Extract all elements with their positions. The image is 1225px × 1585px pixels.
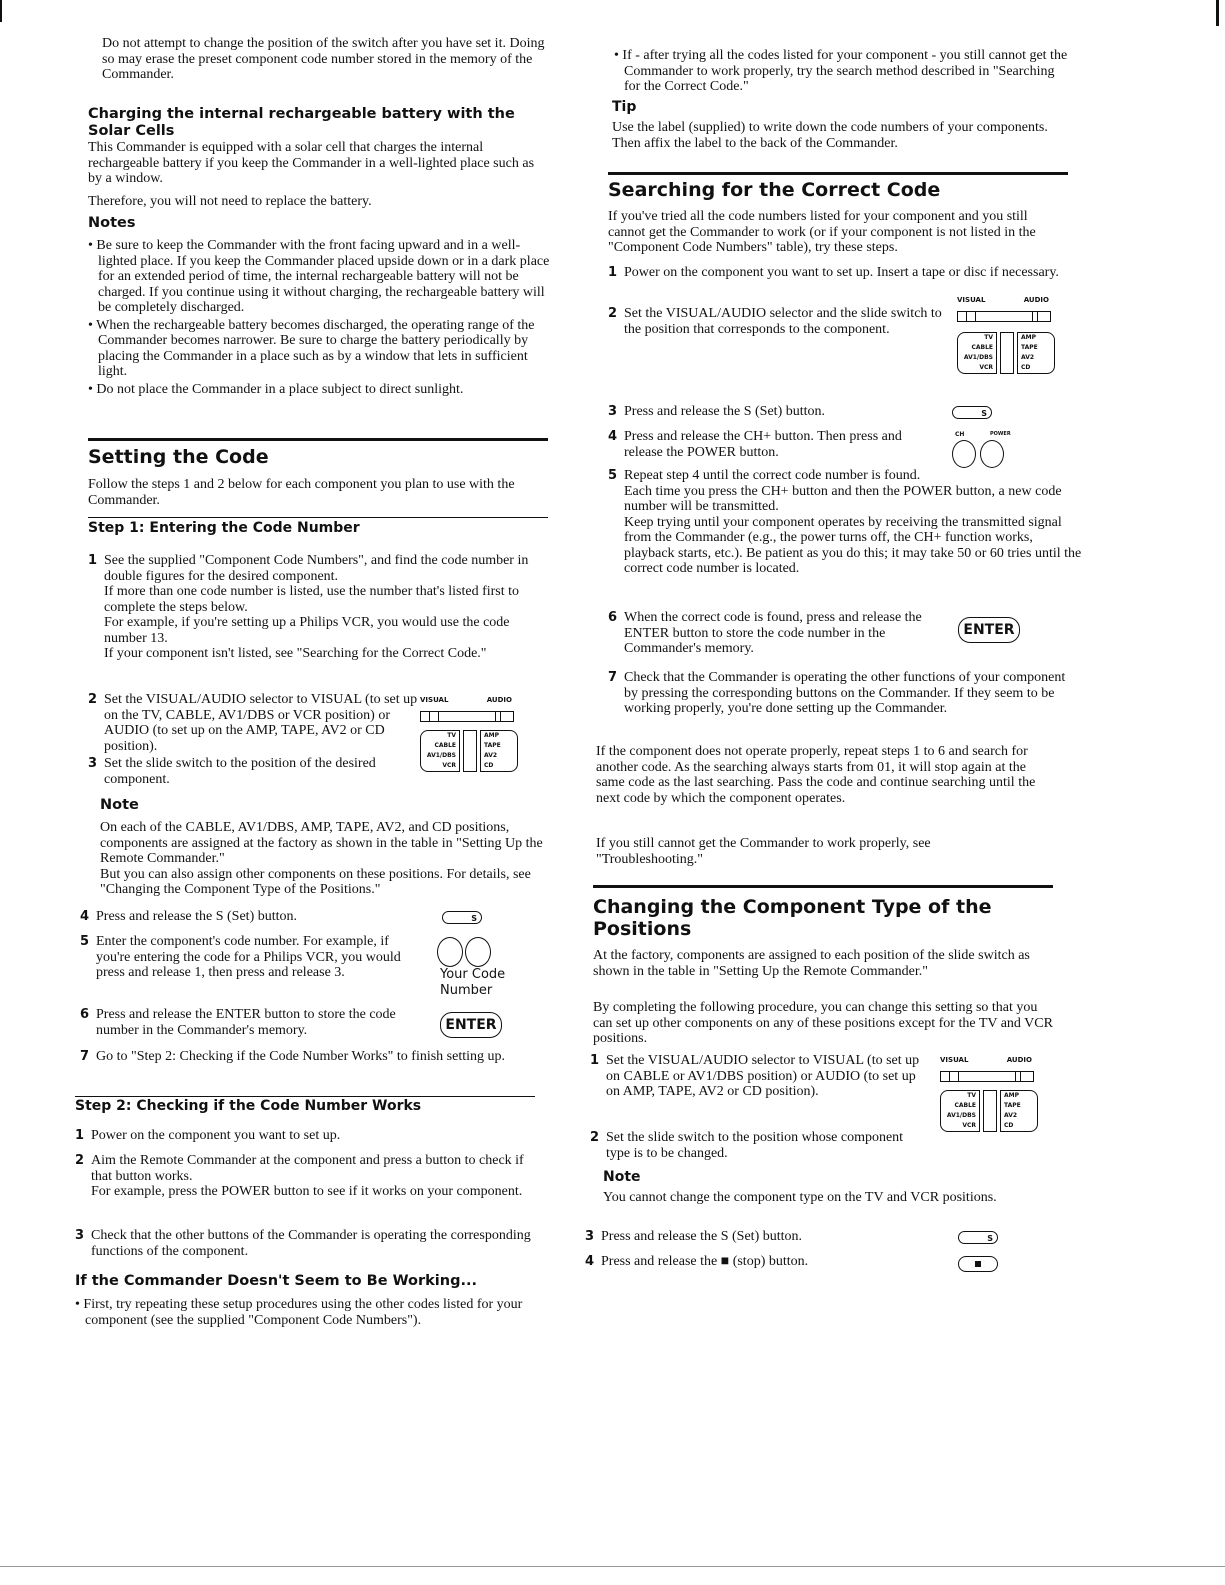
search-para-2: If you still cannot get the Commander to work properly, see "Troubleshooting." bbox=[596, 836, 931, 867]
step-text: Press and release the ENTER button to store the code number in the Commander's memory. bbox=[96, 1007, 396, 1038]
change-para-2: By completing the following procedure, you can change this setting so that you can set up other components on any of these positions except for the TV and VCR positions. bbox=[593, 1000, 1053, 1046]
audio-label: AUDIO bbox=[486, 696, 512, 704]
step-text: Aim the Remote Commander at the component and press a button to check if that button works. For example, press the POWER button to see if it works on your component. bbox=[91, 1153, 524, 1199]
step-number: 3 bbox=[75, 1228, 85, 1243]
enter-button-icon: ENTER bbox=[440, 1012, 502, 1038]
step-number: 7 bbox=[608, 670, 618, 685]
step-text: Set the slide switch to the position of the desired component. bbox=[104, 756, 376, 787]
note-heading: Note bbox=[100, 797, 139, 813]
step-number: 4 bbox=[80, 909, 90, 924]
step-number: 1 bbox=[608, 265, 618, 280]
selector-diagram bbox=[420, 693, 520, 772]
note-text: On each of the CABLE, AV1/DBS, AMP, TAPE, AV2, and CD positions, components are assigned at the factory as shown in the table in "Setting Up the Remote Commander." But you can also assign other components on these positions. For details, see "Changing the Component Type of the Positions." bbox=[100, 820, 543, 897]
right-positions: AMP TAPE AV2 CD bbox=[480, 730, 518, 772]
step-number: 3 bbox=[88, 756, 98, 771]
power-button-icon bbox=[980, 440, 1004, 468]
step-text: Repeat step 4 until the correct code number is found. Each time you press the CH+ button and then the POWER button, a new code number will be transmitted. Keep trying until your component operates by receiving the transmitted signal from the Commander (e.g., the power turns off, the CH+ function works, playback starts, etc.). Be patient as you do this; it may take 50 or 60 tries until the correct code number is located. bbox=[624, 468, 1082, 576]
not-working-heading: If the Commander Doesn't Seem to Be Working... bbox=[75, 1273, 478, 1289]
your-code-label: Your Code Number bbox=[440, 967, 506, 998]
visual-audio-selector bbox=[420, 711, 514, 722]
rule bbox=[88, 517, 548, 518]
step2-heading: Step 2: Checking if the Code Number Works bbox=[75, 1098, 422, 1114]
power-label: POWER bbox=[990, 431, 1011, 437]
step-text: Set the VISUAL/AUDIO selector and the slide switch to the position that corresponds to the component. bbox=[624, 306, 942, 337]
visual-label: VISUAL bbox=[420, 696, 449, 704]
set-button-icon: S bbox=[952, 406, 992, 419]
step-text: Press and release the S (Set) button. bbox=[601, 1229, 803, 1244]
step-text: Enter the component's code number. For example, if you're entering the code for a Philips VCR, you would press and release 1, then press and release 3. bbox=[96, 934, 401, 980]
step-number: 2 bbox=[590, 1130, 600, 1145]
step-number: 2 bbox=[75, 1153, 85, 1168]
ch-label: CH bbox=[955, 431, 965, 438]
selector-diagram: VISUAL AUDIO TV CABLE AV1/DBS VCR AMP TAPE AV2 CD bbox=[940, 1053, 1040, 1132]
step-text: Power on the component you want to set up. Insert a tape or disc if necessary. bbox=[624, 265, 1059, 280]
slide-switch bbox=[463, 730, 477, 772]
step-text: Press and release the S (Set) button. bbox=[96, 909, 298, 924]
step-number: 3 bbox=[585, 1229, 595, 1244]
step-text: Set the VISUAL/AUDIO selector to VISUAL (to set up on the TV, CABLE, AV1/DBS or VCR position) or AUDIO (to set up on the AMP, TAPE, AV2 or CD position). bbox=[104, 692, 418, 754]
step-text: When the correct code is found, press and release the ENTER button to store the code number in the Commander's memory. bbox=[624, 610, 922, 656]
charging-text-2: Therefore, you will not need to replace the battery. bbox=[88, 194, 372, 209]
step-text: Power on the component you want to set up. bbox=[91, 1128, 341, 1143]
search-intro: If you've tried all the code numbers listed for your component and you still cannot get the Commander to work (or if your component is not listed in the "Component Code Numbers" table), try these steps. bbox=[608, 209, 1036, 255]
step-text: Check that the other buttons of the Commander is operating the corresponding functions of the component. bbox=[91, 1228, 531, 1259]
step-number: 5 bbox=[80, 934, 90, 949]
section-rule bbox=[88, 438, 548, 441]
note-item: • Be sure to keep the Commander with the front facing upward and in a well-lighted place. If you keep the Commander placed upside down or in a dark place for an extended period of time, the internal rechargeable battery will not be charged. If you continue using it without charging, the rechargeable battery will be completely discharged. bbox=[88, 238, 550, 315]
step-number: 2 bbox=[88, 692, 98, 707]
scan-edge bbox=[0, 0, 2, 22]
intro-text: Do not attempt to change the position of the switch after you have set it. Doing so may erase the preset component code number stored in the memory of the Commander. bbox=[102, 36, 545, 82]
notes-heading: Notes bbox=[88, 215, 136, 231]
step-number: 1 bbox=[590, 1053, 600, 1068]
step1-heading: Step 1: Entering the Code Number bbox=[88, 520, 360, 536]
ch-plus-button-icon bbox=[952, 440, 976, 468]
step-number: 4 bbox=[585, 1254, 595, 1269]
change-note-heading: Note bbox=[603, 1169, 641, 1185]
selector-diagram: VISUAL AUDIO TV CABLE AV1/DBS VCR AMP TAPE AV2 CD bbox=[957, 293, 1057, 374]
step-text: Set the slide switch to the position whose component type is to be changed. bbox=[606, 1130, 904, 1161]
search-heading: Searching for the Correct Code bbox=[608, 179, 941, 201]
step-number: 1 bbox=[75, 1128, 85, 1143]
search-para-1: If the component does not operate properly, repeat steps 1 to 6 and search for another code. As the searching always starts from 01, it will stop again at the same code as the last searching. Pass the code and continue searching until the next code by which the component operates. bbox=[596, 744, 1036, 806]
step-text: Press and release the ■ (stop) button. bbox=[601, 1254, 809, 1269]
set-button-icon: S bbox=[958, 1231, 998, 1244]
section-rule bbox=[608, 172, 1068, 175]
step-text: See the supplied "Component Code Numbers", and find the code number in double figures for the desired component. If more than one code number is listed, use the number that's listed first to complete the steps below. For example, if you're setting up a Philips VCR, you would use the code number 13. If your component isn't listed, see "Searching for the Correct Code." bbox=[104, 553, 529, 661]
step-number: 5 bbox=[608, 468, 618, 483]
scan-edge bbox=[0, 1566, 1225, 1567]
setting-intro: Follow the steps 1 and 2 below for each component you plan to use with the Commander. bbox=[88, 477, 515, 508]
step-text: Set the VISUAL/AUDIO selector to VISUAL (to set up on CABLE or AV1/DBS position) or AUDIO (to set up on AMP, TAPE, AV2 or CD position). bbox=[606, 1053, 920, 1099]
step-number: 7 bbox=[80, 1049, 90, 1064]
change-heading: Changing the Component Type of the Positions bbox=[593, 896, 992, 940]
step-text: Press and release the CH+ button. Then press and release the POWER button. bbox=[624, 429, 902, 460]
left-positions: TV CABLE AV1/DBS VCR bbox=[420, 730, 460, 772]
step-number: 1 bbox=[88, 553, 98, 568]
step-number: 2 bbox=[608, 306, 618, 321]
step-number: 4 bbox=[608, 429, 618, 444]
tip-text: Use the label (supplied) to write down the code numbers of your components. Then affix the label to the back of the Commander. bbox=[612, 120, 1048, 151]
set-button-icon: S bbox=[442, 911, 482, 924]
section-rule bbox=[593, 885, 1053, 888]
scan-edge bbox=[1216, 0, 1219, 26]
change-para-1: At the factory, components are assigned to each position of the slide switch as shown in the table in "Setting Up the Remote Commander." bbox=[593, 948, 1030, 979]
step-number: 6 bbox=[80, 1007, 90, 1022]
rule bbox=[75, 1096, 535, 1097]
note-item: • When the rechargeable battery becomes discharged, the operating range of the Commander becomes narrower. Be sure to charge the battery periodically by placing the Commander in a place such as by a window that lets in sufficient light. bbox=[88, 317, 535, 379]
digit-button-icon bbox=[465, 937, 491, 967]
charging-text: This Commander is equipped with a solar cell that charges the internal rechargeable battery if you keep the Commander in a well-lighted place such as by a window. bbox=[88, 140, 535, 186]
enter-button-icon: ENTER bbox=[958, 617, 1020, 643]
digit-button-icon bbox=[437, 937, 463, 967]
setting-heading: Setting the Code bbox=[88, 446, 269, 468]
step-text: Check that the Commander is operating the other functions of your component by pressing the corresponding buttons on the Commander. If they seem to be working properly, you're done setting up the Commander. bbox=[624, 670, 1066, 716]
search-bullet: • If - after trying all the codes listed for your component - you still cannot get the Commander to work properly, try the search method described in "Searching for the Correct Code." bbox=[614, 48, 1068, 94]
step-number: 3 bbox=[608, 404, 618, 419]
step-number: 6 bbox=[608, 610, 618, 625]
change-note: You cannot change the component type on the TV and VCR positions. bbox=[603, 1190, 997, 1205]
stop-button-icon bbox=[958, 1256, 998, 1272]
not-working-bullet: • First, try repeating these setup procedures using the other codes listed for your component (see the supplied "Component Code Numbers"). bbox=[75, 1297, 523, 1328]
step-text: Press and release the S (Set) button. bbox=[624, 404, 826, 419]
tip-heading: Tip bbox=[612, 99, 637, 115]
charging-heading: Charging the internal rechargeable battery with the Solar Cells bbox=[88, 106, 515, 139]
step-text: Go to "Step 2: Checking if the Code Number Works" to finish setting up. bbox=[96, 1049, 506, 1064]
note-item: • Do not place the Commander in a place subject to direct sunlight. bbox=[88, 381, 464, 397]
